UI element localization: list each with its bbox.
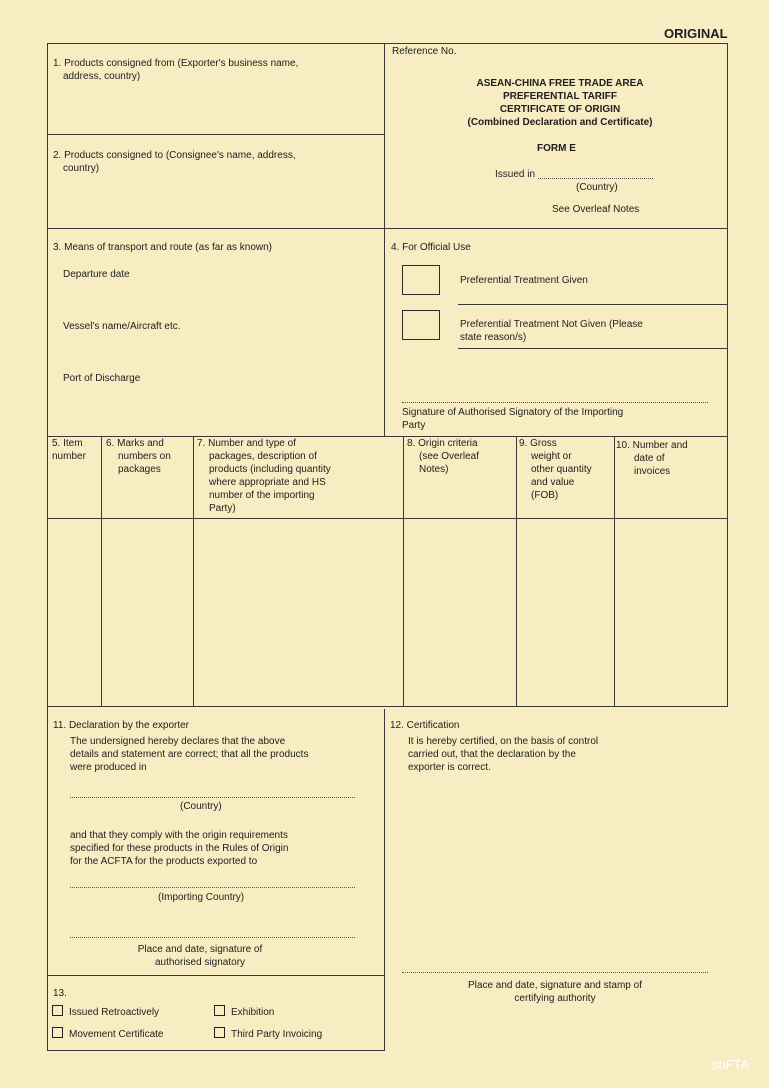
col-divider-9 [516, 437, 517, 707]
treatment-given-label: Preferential Treatment Given [460, 275, 588, 286]
exporter-declaration-text: The undersigned hereby declares that the above details and statement are correct; that all the products were produced in [70, 736, 309, 773]
col-invoices: 10. Number and date of invoices [616, 440, 688, 477]
col-item-number: 5. Item number [52, 438, 86, 462]
watermark: shFTA [712, 1057, 750, 1072]
treatment-given-box[interactable] [402, 265, 440, 295]
copy-label: ORIGINAL [664, 26, 728, 41]
col-divider-7 [193, 437, 194, 707]
exported-to-line [70, 887, 355, 888]
third-party-invoicing-checkbox[interactable] [214, 1027, 225, 1038]
overleaf-notes: See Overleaf Notes [552, 204, 640, 215]
frame-left [47, 43, 48, 1051]
col-divider-10 [614, 437, 615, 707]
box13-label: 13. [53, 988, 67, 999]
produced-in-line [70, 797, 355, 798]
third-party-invoicing-option[interactable]: Third Party Invoicing [214, 1027, 322, 1041]
box12-label: 12. Certification [390, 720, 460, 731]
movement-certificate-checkbox[interactable] [52, 1027, 63, 1038]
col-origin-criteria: 8. Origin criteria (see Overleaf Notes) [407, 438, 480, 475]
frame-top [47, 43, 728, 44]
box1-label: 1. Products consigned from (Exporter's business name, address, country) [53, 58, 299, 82]
departure-date-label: Departure date [63, 269, 130, 280]
frame-right-upper [727, 43, 728, 706]
exporter-signature-line [70, 937, 355, 938]
certifying-signature-label: Place and date, signature and stamp of certifying authority [467, 980, 642, 1004]
exhibition-checkbox[interactable] [214, 1005, 225, 1016]
box4-line-2 [458, 348, 728, 349]
certificate-title: ASEAN-CHINA FREE TRADE AREA PREFERENTIAL TARIFF CERTIFICATE OF ORIGIN (Combined Declaration and Certificate) [467, 78, 653, 128]
box4-line-1 [458, 304, 728, 305]
divider-top [384, 43, 385, 437]
movement-certificate-option[interactable]: Movement Certificate [52, 1027, 163, 1041]
reference-label: Reference No. [392, 46, 457, 57]
line-box1-bottom [47, 134, 385, 135]
certifying-signature-line [402, 972, 708, 973]
treatment-not-given-label: Preferential Treatment Not Given (Please state reason/s) [460, 319, 643, 343]
line-box13-top [47, 975, 385, 976]
frame-bottom [47, 1050, 385, 1051]
importing-signature-label: Signature of Authorised Signatory of the Importing Party [402, 407, 624, 431]
origin-requirements-text: and that they comply with the origin requirements specified for these products in the Rules of Origin for the ACFTA for the products exported to [70, 830, 289, 867]
box3-label: 3. Means of transport and route (as far as known) [53, 242, 272, 253]
box4-label: 4. For Official Use [391, 242, 471, 253]
col-gross-weight: 9. Gross weight or other quantity and value (FOB) [519, 438, 592, 501]
exporter-signature-label: Place and date, signature of authorised signatory [137, 944, 263, 968]
issued-in-label: Issued in [495, 169, 536, 180]
treatment-not-given-box[interactable] [402, 310, 440, 340]
importing-signature-line [402, 402, 708, 403]
importing-country-label: (Importing Country) [158, 892, 245, 903]
issued-in-line [538, 178, 653, 179]
col-divider-8 [403, 437, 404, 707]
exhibition-option[interactable]: Exhibition [214, 1005, 274, 1019]
issued-retroactively-checkbox[interactable] [52, 1005, 63, 1016]
line-columns-bottom [47, 706, 728, 707]
line-columns-header [47, 518, 728, 519]
divider-bottom [384, 709, 385, 1051]
certification-text: It is hereby certified, on the basis of control carried out, that the declaration by the exporter is correct. [408, 736, 599, 773]
issued-country-label: (Country) [576, 182, 618, 193]
box2-label: 2. Products consigned to (Consignee's name, address, country) [53, 150, 296, 174]
col-marks: 6. Marks and numbers on packages [106, 438, 171, 475]
country-label: (Country) [180, 801, 222, 812]
box11-label: 11. Declaration by the exporter [53, 720, 190, 731]
issued-retroactively-option[interactable]: Issued Retroactively [52, 1005, 159, 1019]
col-divider-6 [101, 437, 102, 707]
port-discharge-label: Port of Discharge [63, 373, 141, 384]
form-name: FORM E [537, 143, 576, 154]
vessel-label: Vessel's name/Aircraft etc. [63, 321, 181, 332]
col-description: 7. Number and type of packages, description of products (including quantity where appropriate and HS number of the importing Party) [197, 438, 331, 514]
line-box2-bottom [47, 228, 728, 229]
